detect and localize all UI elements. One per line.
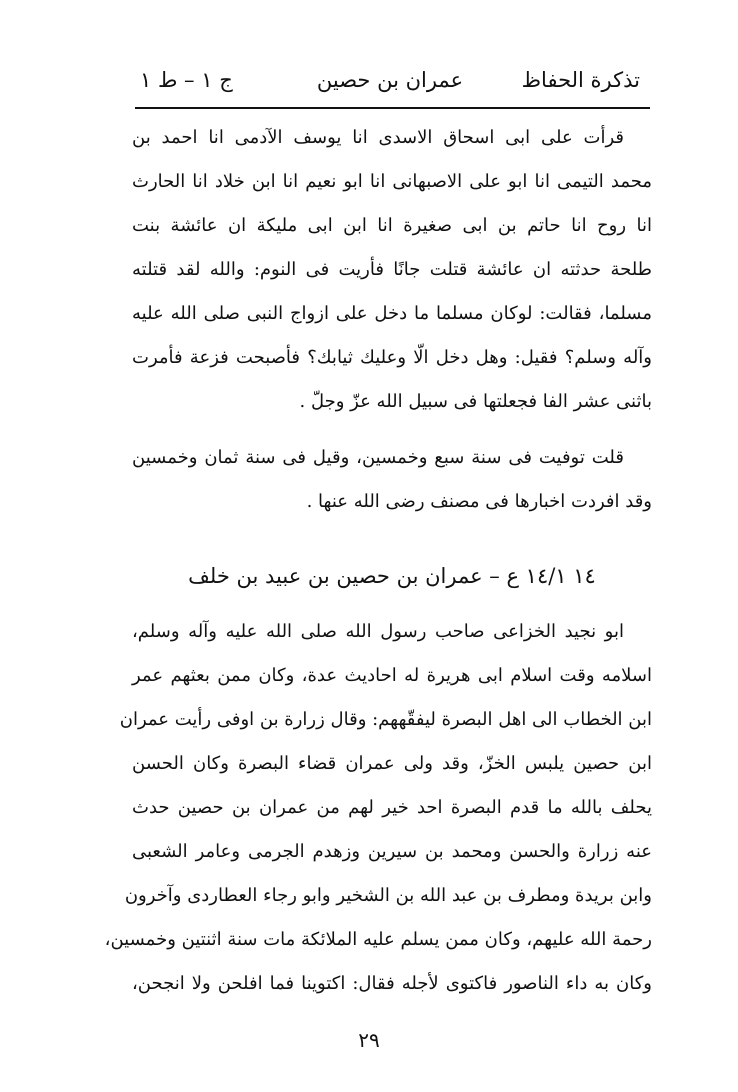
- text-line: انا روح انا حاتم بن ابى صغيرة انا ابن ابى مليكة ان عائشة بنت: [132, 215, 652, 236]
- text-line: عنه زرارة والحسن ومحمد بن سيرين وزهدم الجرمى وعامر الشعبى: [132, 841, 652, 862]
- text-line: وابن بريدة ومطرف بن عبد الله بن الشخير وابو رجاء العطاردى وآخرون: [124, 885, 652, 906]
- page-number: ٢٩: [358, 1028, 380, 1052]
- text-line: اسلامه وقت اسلام ابى هريرة له احاديث عدة، وكان ممن بعثهم عمر: [132, 665, 652, 686]
- text-line: طلحة حدثته ان عائشة قتلت جانًا فأريت فى النوم: والله لقد قتلته: [132, 259, 652, 280]
- text-line: رحمة الله عليهم، وكان ممن يسلم عليه الملائكة مات سنة اثنتين وخمسين،: [104, 929, 652, 950]
- text-line: باثنى عشر الفا فجعلتها فى سبيل الله عزّ وجلّ .: [299, 391, 652, 412]
- text-line: محمد التيمى انا ابو على الاصبهانى انا ابو نعيم انا ابن خلاد انا الحارث: [132, 171, 652, 192]
- text-line: وآله وسلم؟ فقيل: وهل دخل الّا وعليك ثيابك؟ فأصبحت فزعة فأمرت: [132, 347, 652, 368]
- text-line: وقد افردت اخبارها فى مصنف رضى الله عنها .: [306, 491, 652, 512]
- header-rule: [135, 107, 650, 109]
- text-line: يحلف بالله ما قدم البصرة احد خير لهم من عمران بن حصين حدث: [132, 797, 652, 818]
- text-line: مسلما، فقالت: لوكان مسلما ما دخل على ازواج النبى صلى الله عليه: [132, 303, 652, 324]
- entry-heading: ١٤ ١٤/١ ع – عمران بن حصين بن عبيد بن خلف: [188, 564, 596, 588]
- book-title: تذكرة الحفاظ: [521, 68, 640, 92]
- text-line: ابن الخطاب الى اهل البصرة ليفقّههم: وقال زرارة بن اوفى رأيت عمران: [119, 709, 652, 730]
- text-line: قلت توفيت فى سنة سبع وخمسين، وقيل فى سنة ثمان وخمسين: [132, 447, 625, 468]
- text-line: ابو نجيد الخزاعى صاحب رسول الله صلى الله عليه وآله وسلم،: [132, 621, 624, 642]
- chapter-title: عمران بن حصين: [316, 68, 464, 92]
- text-line: وكان به داء الناصور فاكتوى لأجله فقال: اكتوينا فما افلحن ولا انجحن،: [132, 973, 652, 994]
- volume-info: ج ١ – ط ١: [140, 68, 233, 92]
- running-header: [140, 62, 640, 102]
- text-line: ابن حصين يلبس الخزّ، وقد ولى عمران قضاء البصرة وكان الحسن: [132, 753, 652, 774]
- text-line: قرأت على ابى اسحاق الاسدى انا يوسف الآدمى انا احمد بن: [132, 127, 624, 148]
